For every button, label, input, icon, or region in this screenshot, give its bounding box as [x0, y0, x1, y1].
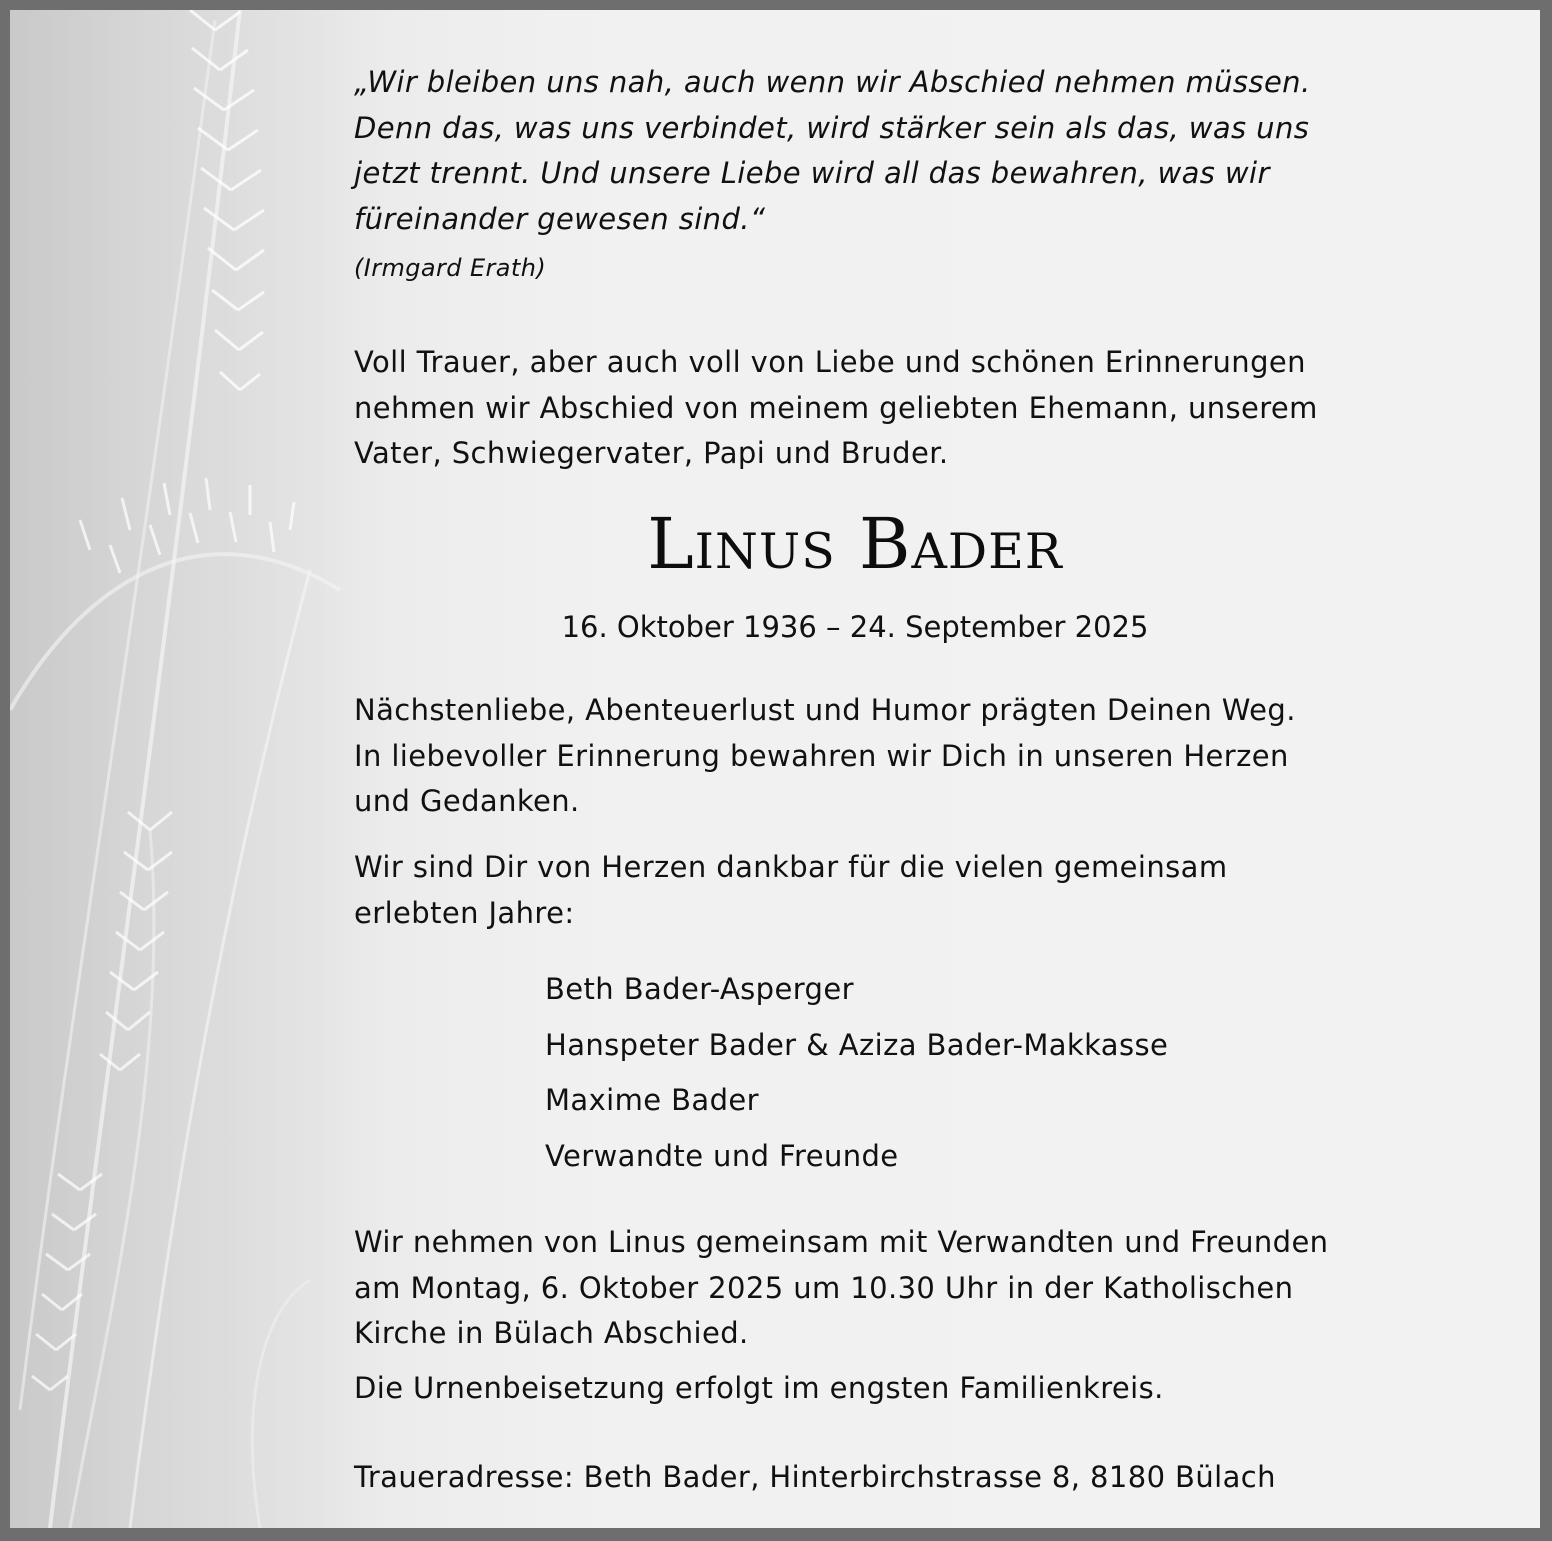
quote-line: „Wir bleiben uns nah, auch wenn wir Abschied nehmen müssen. [354, 65, 1311, 99]
intro-paragraph [354, 340, 1318, 477]
tribute-line: und Gedanken. [354, 784, 580, 818]
burial-note: Die Urnenbeisetzung erfolgt im engsten Familienkreis. [354, 1371, 1164, 1405]
service-line: Kirche in Bülach Abschied. [354, 1316, 749, 1350]
quote-line: jetzt trennt. Und unsere Liebe wird all das bewahren, was wir [354, 156, 1270, 190]
service-line: Wir nehmen von Linus gemeinsam mit Verwandten und Freunden [354, 1225, 1329, 1259]
service-paragraph [354, 1220, 1328, 1357]
mourner-name: Beth Bader-Asperger [545, 972, 854, 1006]
life-dates: 16. Oktober 1936 – 24. September 2025 [561, 610, 1149, 644]
service-line: am Montag, 6. Oktober 2025 um 10.30 Uhr in der Katholischen [354, 1270, 1294, 1305]
quote-line: füreinander gewesen sind.“ [354, 201, 766, 236]
intro-line: Vater, Schwiegervater, Papi und Bruder. [354, 436, 949, 470]
tribute-line: Nächstenliebe, Abenteuerlust und Humor prägten Deinen Weg. [354, 693, 1296, 727]
mourner-name: Hanspeter Bader & Aziza Bader-Makkasse [545, 1027, 1169, 1062]
intro-line: nehmen wir Abschied von meinem geliebten Ehemann, unserem [354, 390, 1318, 425]
thanks-line: Wir sind Dir von Herzen dankbar für die vielen gemeinsam [354, 850, 1228, 884]
mourner-name: Verwandte und Freunde [545, 1139, 899, 1174]
tribute-line: In liebevoller Erinnerung bewahren wir Dich in unseren Herzen [354, 738, 1289, 773]
obituary-card [10, 10, 1540, 1528]
deceased-name: Linus Bader [647, 503, 1063, 585]
mourners-list [545, 967, 1168, 1190]
mourning-address: Traueradresse: Beth Bader, Hinterbirchstrasse 8, 8180 Bülach [354, 1460, 1276, 1494]
quote-author: (Irmgard Erath) [354, 254, 547, 282]
quote-line: Denn das, was uns verbindet, wird stärker sein als das, was uns [354, 110, 1310, 145]
thanks-line: erlebten Jahre: [354, 895, 575, 930]
tribute-paragraph [354, 688, 1296, 825]
mourner-name: Maxime Bader [545, 1083, 759, 1118]
quote [354, 60, 1311, 242]
thanks-paragraph [354, 845, 1227, 936]
intro-line: Voll Trauer, aber auch voll von Liebe und schönen Erinnerungen [354, 345, 1306, 379]
